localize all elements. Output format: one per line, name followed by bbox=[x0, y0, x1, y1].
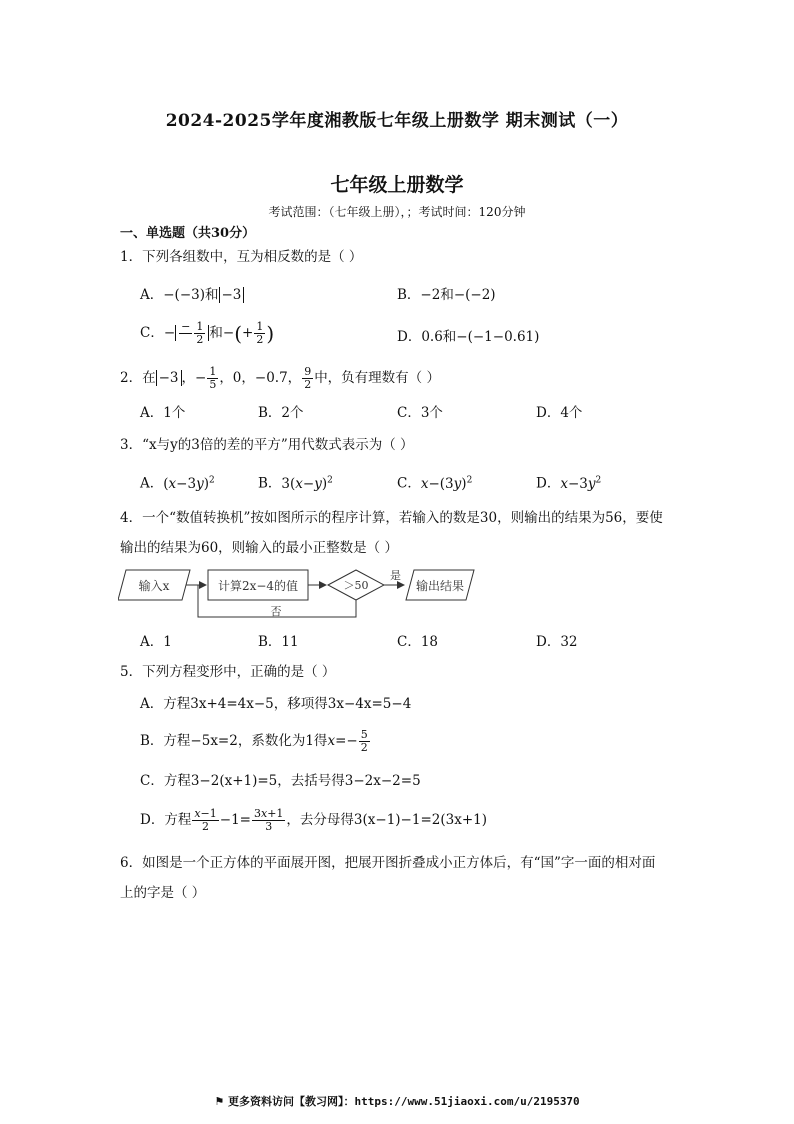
question-1-stem: 1．下列各组数中，互为相反数的是（ ） bbox=[120, 249, 363, 265]
exam-info: 考试范围：（七年级上册），；考试时间：120分钟 bbox=[268, 205, 526, 219]
flow-output-label: 输出结果 bbox=[415, 579, 465, 593]
question-5-option-d: D．方程 $\frac{x-1}{2}$ −1= $\frac{3x+1}{3}$ ，去分母得3(x−1)−1=2(3x+1) bbox=[140, 807, 487, 833]
footer-link[interactable]: ⚑ 更多资料访问【教习网】：https://www.51jiaoxi.com/u/2195370 bbox=[214, 1095, 580, 1108]
flow-no-label: 否 bbox=[270, 605, 282, 618]
question-3-option-c: C．$x-(3y)^2$ bbox=[397, 475, 473, 492]
flow-decision-label: ＞50 bbox=[343, 579, 369, 592]
question-4-stem-line2: 输出的结果为60，则输入的最小正整数是（ ） bbox=[120, 540, 398, 556]
question-5-option-b: B．方程−5x=2，系数化为1得x=− $\frac{5}{2}$ bbox=[140, 728, 368, 754]
page-subtitle: 七年级上册数学 bbox=[330, 174, 464, 196]
section-heading: 一、单选题（共30分） bbox=[120, 226, 256, 241]
question-3-option-a: A．$(x-3y)^2$ bbox=[140, 475, 215, 492]
question-2-option-b: B．2个 bbox=[258, 405, 304, 421]
flow-yes-label: 是 bbox=[390, 569, 401, 582]
question-6-stem-line2: 上的字是（ ） bbox=[120, 885, 206, 901]
flowchart bbox=[118, 565, 478, 623]
question-5-option-a: A．方程3x+4=4x−5，移项得3x−4x=5−4 bbox=[140, 696, 412, 712]
flow-calc-label: 计算2x−4的值 bbox=[217, 579, 299, 593]
question-1-option-c: C．− − $\frac{1}{2}$ 和−(+ $\frac{1}{2}$ ) bbox=[140, 320, 275, 346]
question-4-option-a: A．1 bbox=[140, 634, 172, 650]
question-3-option-b: B．$3(x-y)^2$ bbox=[258, 475, 333, 492]
question-2-option-c: C．3个 bbox=[397, 405, 443, 421]
question-5-option-c: C．方程3−2(x+1)=5，去括号得3−2x−2=5 bbox=[140, 773, 421, 789]
flag-icon: ⚑ bbox=[214, 1095, 229, 1108]
page-title: 2024-2025学年度湘教版七年级上册数学 期末测试（一） bbox=[165, 111, 629, 131]
question-4-option-d: D．32 bbox=[536, 634, 578, 650]
question-1-option-a: A．−(−3)和 −3 bbox=[140, 285, 244, 305]
question-1-option-b: B．−2和−(−2) bbox=[397, 287, 496, 303]
question-4-option-b: B．11 bbox=[258, 634, 299, 650]
question-2-option-a: A．1个 bbox=[140, 405, 186, 421]
question-3-stem: 3．“x与y的3倍的差的平方”用代数式表示为（ ） bbox=[120, 437, 414, 453]
question-2-option-d: D．4个 bbox=[536, 405, 583, 421]
flow-input-label: 输入x bbox=[138, 579, 170, 593]
question-6-stem-line1: 6．如图是一个正方体的平面展开图，把展开图折叠成小正方体后，有“国”字一面的相对面 bbox=[120, 855, 656, 871]
question-1-option-d: D．0.6和−(−1−0.61) bbox=[397, 329, 540, 345]
question-2-stem: 2．在 −3 ，− $\frac{1}{5}$ ，0，−0.7， $\frac{9}{2}$ 中，负有理数有（ ） bbox=[120, 365, 440, 391]
question-5-stem: 5．下列方程变形中，正确的是（ ） bbox=[120, 664, 336, 680]
question-3-option-d: D．$x-3y^2$ bbox=[536, 475, 602, 492]
question-4-stem-line1: 4．一个“数值转换机”按如图所示的程序计算，若输入的数是30，则输出的结果为56，要使 bbox=[120, 510, 663, 526]
question-4-option-c: C．18 bbox=[397, 634, 439, 650]
